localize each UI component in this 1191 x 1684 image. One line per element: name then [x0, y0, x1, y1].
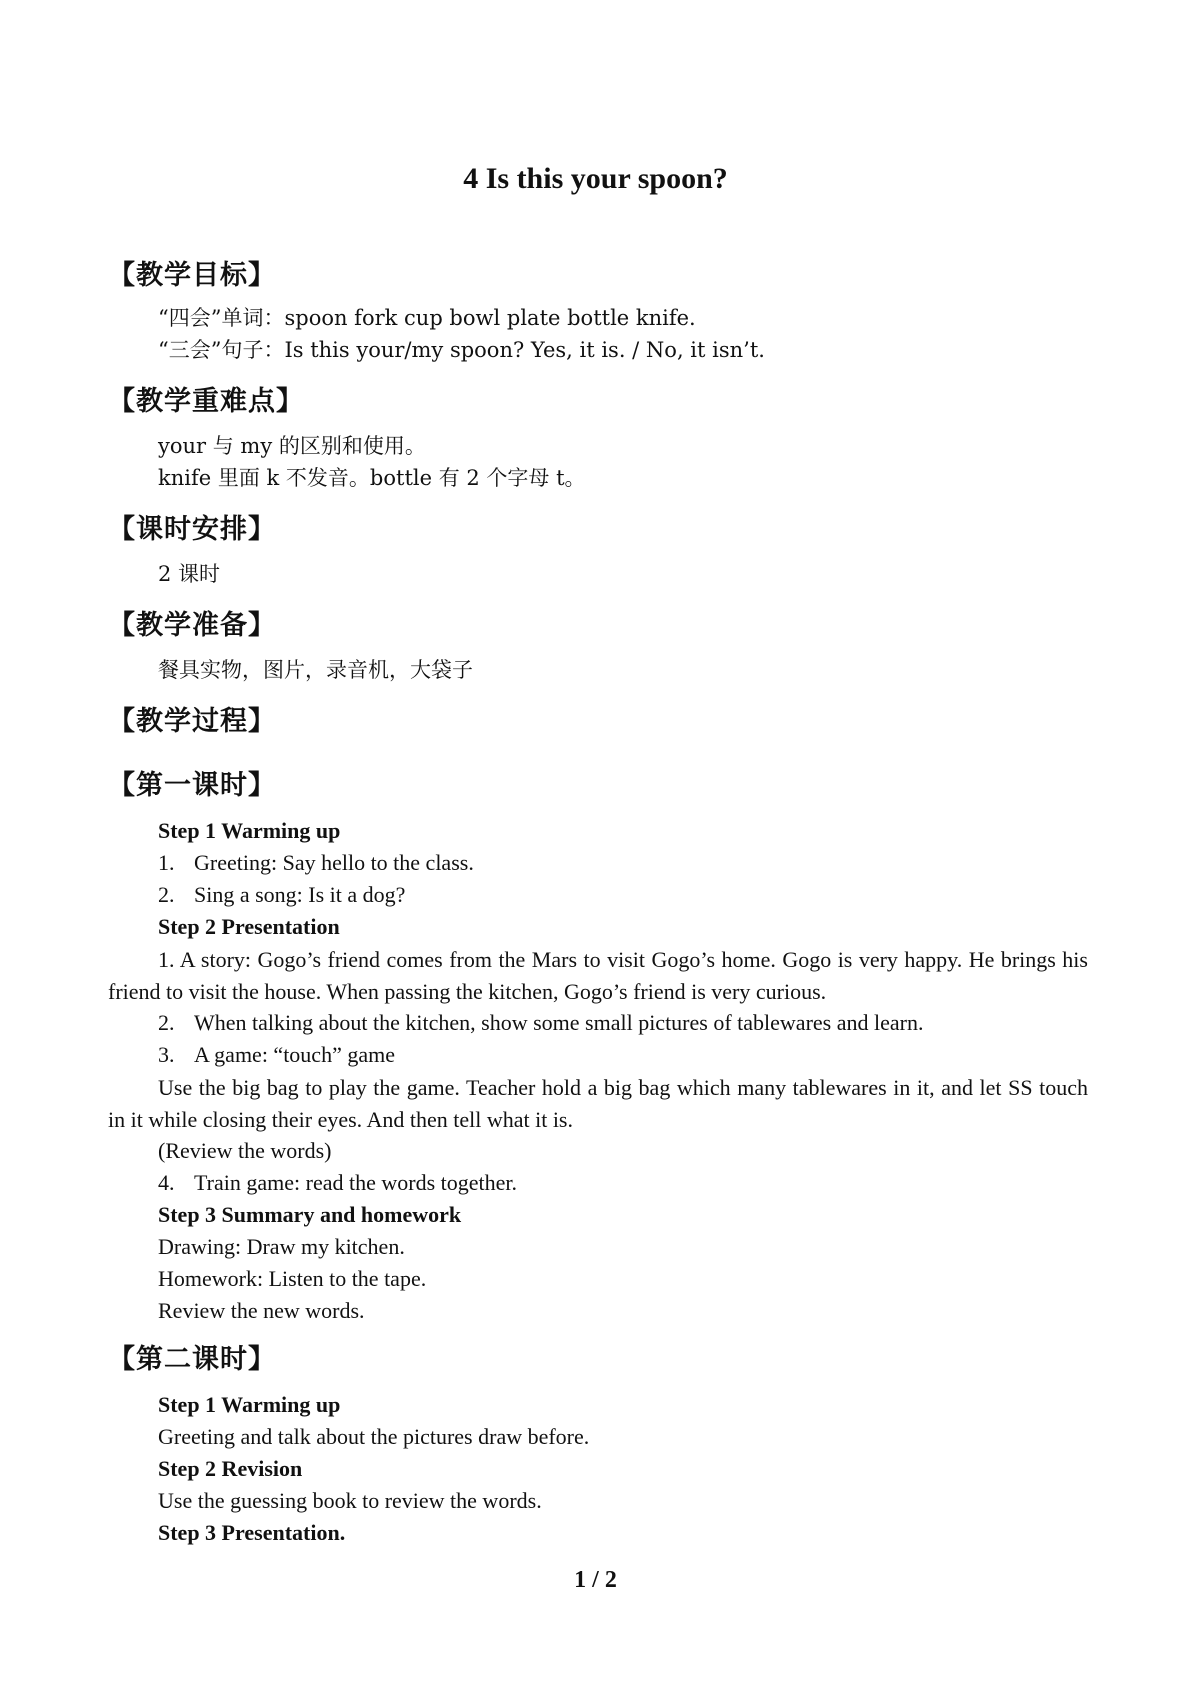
game-description-paragraph: Use the big bag to play the game. Teacher hold a big bag which many tablewares in it, and let SS touch in it while closing their eyes. And then tell what it is. [108, 1075, 1088, 1132]
list-item-number: 4. [158, 1170, 175, 1195]
preparation-line: 餐具实物，图片，录音机，大袋子 [158, 658, 473, 682]
objectives-line: “三会”句子：Is this your/my spoon? Yes, it is. / No, it isn’t. [158, 338, 765, 362]
lesson1-step3-title: Step 3 Summary and homework [158, 1202, 462, 1227]
story-paragraph: 1. A story: Gogo’s friend comes from the Mars to visit Gogo’s home. Gogo is very happy. He brings his friend to visit the house. When passing the kitchen, Gogo’s friend is very curious. [108, 947, 1088, 1004]
list-item [158, 1040, 395, 1070]
list-item-number: 2. [158, 882, 175, 907]
list-item [158, 1168, 517, 1198]
section-heading-lesson1: 【第一课时】 [108, 770, 276, 801]
page-number: 1 / 2 [574, 1567, 617, 1593]
lesson2-step1-title: Step 1 Warming up [158, 1392, 341, 1417]
section-heading-preparation: 【教学准备】 [108, 610, 276, 641]
step3-line: Review the new words. [158, 1298, 365, 1323]
lesson2-step3-title: Step 3 Presentation. [158, 1520, 346, 1545]
lesson2-step2-text: Use the guessing book to review the words. [158, 1488, 542, 1513]
section-heading-process: 【教学过程】 [108, 706, 276, 737]
lesson2-step2-title: Step 2 Revision [158, 1456, 303, 1481]
list-item-text: Greeting: Say hello to the class. [194, 850, 474, 875]
list-item [158, 1008, 923, 1038]
list-item-number: 1. [158, 850, 175, 875]
list-item-number: 3. [158, 1042, 175, 1067]
lesson2-step1-text: Greeting and talk about the pictures draw before. [158, 1424, 590, 1449]
list-item-text: Train game: read the words together. [194, 1170, 517, 1195]
section-heading-lesson2: 【第二课时】 [108, 1344, 276, 1375]
review-note: (Review the words) [158, 1138, 332, 1163]
list-item-number: 2. [158, 1010, 175, 1035]
section-heading-key-points: 【教学重难点】 [108, 386, 304, 417]
list-item-text: A game: “touch” game [194, 1042, 395, 1067]
key-points-line: your 与 my 的区别和使用。 [158, 434, 426, 458]
list-item [158, 848, 474, 878]
key-points-line: knife 里面 k 不发音。bottle 有 2 个字母 t。 [158, 466, 586, 490]
document-title: 4 Is this your spoon? [463, 162, 728, 195]
section-heading-objectives: 【教学目标】 [108, 260, 276, 291]
step3-line: Drawing: Draw my kitchen. [158, 1234, 405, 1259]
list-item-text: When talking about the kitchen, show some small pictures of tablewares and learn. [194, 1010, 924, 1035]
step3-line: Homework: Listen to the tape. [158, 1266, 427, 1291]
objectives-line: “四会”单词：spoon fork cup bowl plate bottle knife. [158, 306, 696, 330]
section-heading-schedule: 【课时安排】 [108, 514, 276, 545]
lesson1-step1-title: Step 1 Warming up [158, 818, 341, 843]
list-item-text: Sing a song: Is it a dog? [194, 882, 406, 907]
list-item [158, 880, 405, 910]
lesson1-step2-title: Step 2 Presentation [158, 914, 340, 939]
schedule-line: 2 课时 [158, 562, 221, 586]
